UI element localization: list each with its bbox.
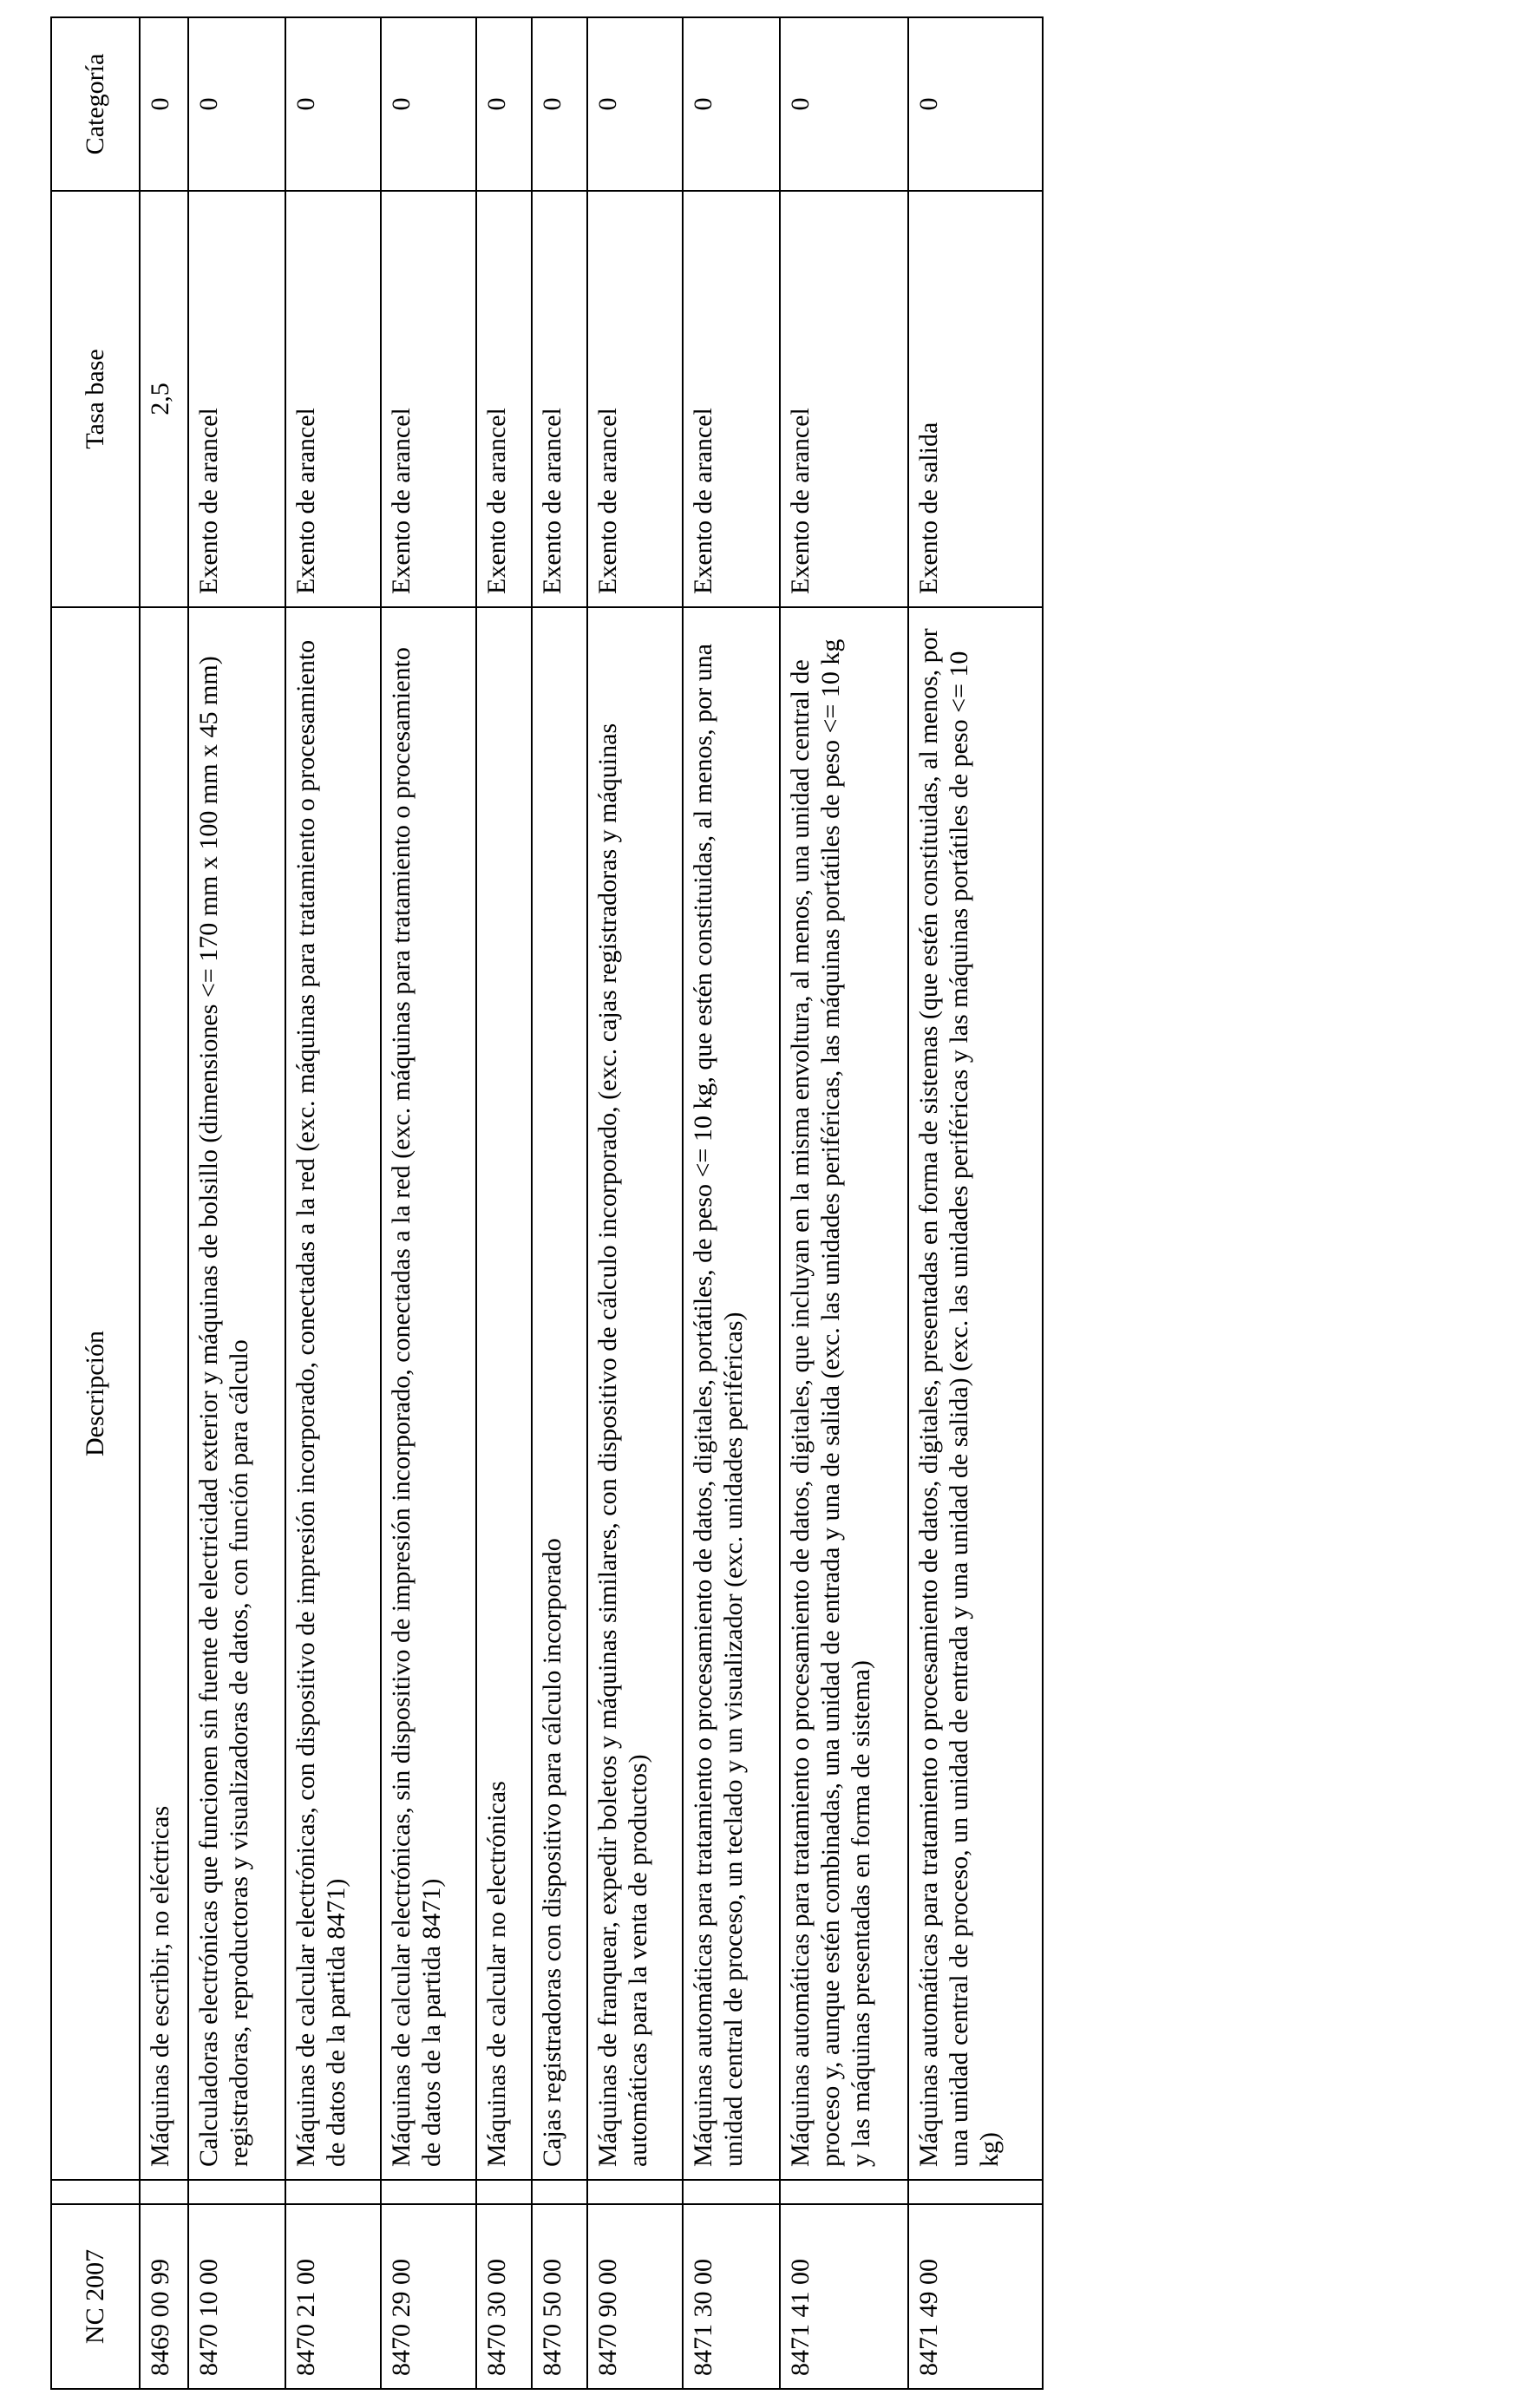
header-description: Descripción xyxy=(51,607,140,2180)
table-row xyxy=(285,17,381,2389)
row-category: 0 xyxy=(780,17,908,191)
row-code: 8470 29 00 xyxy=(381,2204,476,2389)
header-base-rate: Tasa base xyxy=(51,191,140,607)
row-code: 8471 30 00 xyxy=(683,2204,780,2389)
row-spacer xyxy=(532,2180,587,2204)
row-base-rate: Exento de arancel xyxy=(381,191,476,607)
row-category: 0 xyxy=(476,17,532,191)
row-spacer xyxy=(140,2180,188,2204)
tariff-table xyxy=(50,16,1044,2390)
row-code: 8470 30 00 xyxy=(476,2204,532,2389)
row-base-rate: Exento de arancel xyxy=(587,191,683,607)
row-description: Máquinas automáticas para tratamiento o procesamiento de datos, digitales, presentadas en forma de sistemas (que estén constituidas, al menos, por una unidad central de proceso, un unidad de entrada y una unidad de salida) (exc. las unidades periféricas y las máquinas portátiles de peso <= 10 kg) xyxy=(908,607,1043,2180)
table-row xyxy=(587,17,683,2389)
row-code: 8470 90 00 xyxy=(587,2204,683,2389)
row-base-rate: Exento de arancel xyxy=(532,191,587,607)
table-row xyxy=(188,17,285,2389)
table-row xyxy=(780,17,908,2389)
row-spacer xyxy=(476,2180,532,2204)
row-description: Máquinas de escribir, no eléctricas xyxy=(140,607,188,2180)
row-base-rate: 2,5 xyxy=(140,191,188,607)
row-code: 8471 49 00 xyxy=(908,2204,1043,2389)
row-spacer xyxy=(381,2180,476,2204)
row-spacer xyxy=(908,2180,1043,2204)
row-description: Máquinas automáticas para tratamiento o procesamiento de datos, digitales, que incluyan en la misma envoltura, al menos, una unidad central de proceso y, aunque estén combinadas, una unidad de entrada y una de salida (exc. las unidades periféricas, las máquinas portátiles de peso <= 10 kg y las máquinas presentadas en forma de sistema) xyxy=(780,607,908,2180)
table-row xyxy=(683,17,780,2389)
row-code: 8469 00 99 xyxy=(140,2204,188,2389)
row-spacer xyxy=(188,2180,285,2204)
row-base-rate: Exento de arancel xyxy=(285,191,381,607)
row-description: Máquinas de calcular no electrónicas xyxy=(476,607,532,2180)
row-category: 0 xyxy=(140,17,188,191)
row-base-rate: Exento de arancel xyxy=(188,191,285,607)
row-description: Calculadoras electrónicas que funcionen sin fuente de electricidad exterior y máquinas de bolsillo (dimensiones <= 170 mm x 100 mm x 45 mm) registradoras, reproductoras y visualizadoras de datos, con función para cálculo xyxy=(188,607,285,2180)
header-code: NC 2007 xyxy=(51,2204,140,2389)
table-row xyxy=(381,17,476,2389)
row-spacer xyxy=(285,2180,381,2204)
row-base-rate: Exento de arancel xyxy=(683,191,780,607)
table-row xyxy=(532,17,587,2389)
table-row xyxy=(476,17,532,2389)
row-category: 0 xyxy=(908,17,1043,191)
row-code: 8471 41 00 xyxy=(780,2204,908,2389)
row-base-rate: Exento de arancel xyxy=(476,191,532,607)
row-category: 0 xyxy=(285,17,381,191)
row-category: 0 xyxy=(381,17,476,191)
row-spacer xyxy=(683,2180,780,2204)
table-row xyxy=(908,17,1043,2389)
row-code: 8470 21 00 xyxy=(285,2204,381,2389)
row-category: 0 xyxy=(188,17,285,191)
table-header-row xyxy=(51,17,140,2389)
row-description: Máquinas automáticas para tratamiento o procesamiento de datos, digitales, portátiles, de peso <= 10 kg, que estén constituidas, al menos, por una unidad central de proceso, un teclado y un visualizador (exc. unidades periféricas) xyxy=(683,607,780,2180)
row-category: 0 xyxy=(587,17,683,191)
table-row xyxy=(140,17,188,2389)
row-description: Máquinas de calcular electrónicas, con dispositivo de impresión incorporado, conectadas a la red (exc. máquinas para tratamiento o procesamiento de datos de la partida 8471) xyxy=(285,607,381,2180)
row-code: 8470 50 00 xyxy=(532,2204,587,2389)
header-category: Categoría xyxy=(51,17,140,191)
tariff-table-rotated xyxy=(50,18,1024,2390)
row-code: 8470 10 00 xyxy=(188,2204,285,2389)
row-category: 0 xyxy=(532,17,587,191)
row-description: Máquinas de calcular electrónicas, sin dispositivo de impresión incorporado, conectadas a la red (exc. máquinas para tratamiento o procesamiento de datos de la partida 8471) xyxy=(381,607,476,2180)
header-spacer xyxy=(51,2180,140,2204)
row-category: 0 xyxy=(683,17,780,191)
row-base-rate: Exento de salida xyxy=(908,191,1043,607)
row-spacer xyxy=(780,2180,908,2204)
row-description: Cajas registradoras con dispositivo para cálculo incorporado xyxy=(532,607,587,2180)
row-spacer xyxy=(587,2180,683,2204)
row-description: Máquinas de franquear, expedir boletos y máquinas similares, con dispositivo de cálculo incorporado, (exc. cajas registradoras y máquinas automáticas para la venta de productos) xyxy=(587,607,683,2180)
row-base-rate: Exento de arancel xyxy=(780,191,908,607)
